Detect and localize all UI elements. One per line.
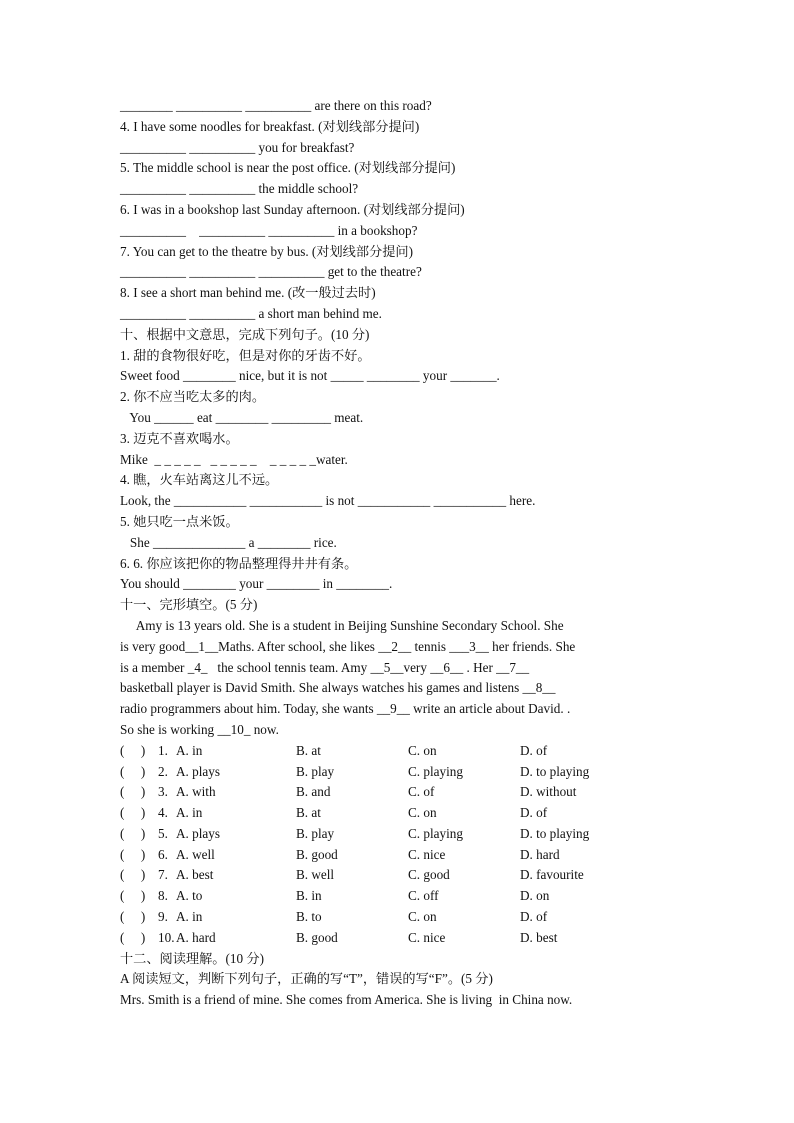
section-heading: 十二、阅读理解。(10 分) bbox=[120, 950, 264, 966]
answer-paren: ( ) bbox=[120, 825, 146, 841]
option-b: B. good bbox=[296, 929, 338, 945]
question-number: 10. bbox=[158, 929, 175, 945]
passage-line: basketball player is David Smith. She always watches his games and listens __8__ bbox=[120, 680, 556, 696]
passage-line: radio programmers about him. Today, she wants __9__ write an article about David. . bbox=[120, 701, 571, 717]
question-number: 9. bbox=[158, 909, 168, 925]
section-heading: 十、根据中文意思，完成下列句子。(10 分) bbox=[120, 326, 370, 342]
option-d: D. of bbox=[520, 742, 548, 758]
option-a: A. in bbox=[176, 909, 203, 925]
option-a: A. in bbox=[176, 742, 203, 758]
option-c: C. of bbox=[408, 784, 435, 800]
prompt-line: 5. 她只吃一点米饭。 bbox=[120, 513, 239, 529]
option-a: A. best bbox=[176, 867, 214, 883]
answer-paren: ( ) bbox=[120, 888, 146, 904]
option-a: A. to bbox=[176, 888, 203, 904]
answer-paren: ( ) bbox=[120, 742, 146, 758]
answer-line: ________ __________ __________ are there on this road? bbox=[120, 98, 432, 113]
option-a: A. well bbox=[176, 846, 215, 862]
answer-line: __________ __________ __________ get to the theatre? bbox=[120, 264, 422, 280]
answer-line: Sweet food ________ nice, but it is not _____ ________ your _______. bbox=[120, 368, 500, 384]
question-line: 8. I see a short man behind me. (改一般过去时) bbox=[120, 285, 376, 301]
option-d: D. on bbox=[520, 888, 550, 904]
cloze-question-row bbox=[120, 886, 676, 907]
cloze-question-row bbox=[120, 865, 676, 886]
option-a: A. plays bbox=[176, 763, 220, 779]
answer-line: __________ __________ a short man behind me. bbox=[120, 305, 382, 321]
option-d: D. of bbox=[520, 805, 548, 821]
question-number: 7. bbox=[158, 867, 168, 883]
worksheet-page bbox=[120, 96, 676, 1011]
passage-line: Mrs. Smith is a friend of mine. She comes from America. She is living in China now. bbox=[120, 992, 573, 1008]
answer-line: She ______________ a ________ rice. bbox=[120, 534, 337, 550]
passage-line: So she is working __10_ now. bbox=[120, 721, 279, 737]
answer-line: Mike _ _ _ _ _ _ _ _ _ _ _ _ _ _ _water. bbox=[120, 451, 348, 467]
prompt-line: 6. 6. 你应该把你的物品整理得井井有条。 bbox=[120, 555, 358, 571]
prompt-line: 1. 甜的食物很好吃，但是对你的牙齿不好。 bbox=[120, 347, 371, 363]
section-heading: 十一、完形填空。(5 分) bbox=[120, 597, 258, 613]
option-b: B. play bbox=[296, 763, 335, 779]
prompt-line: 3. 迈克不喜欢喝水。 bbox=[120, 430, 239, 446]
cloze-question-row bbox=[120, 741, 676, 762]
option-b: B. well bbox=[296, 867, 335, 883]
option-c: C. on bbox=[408, 805, 437, 821]
option-b: B. to bbox=[296, 909, 322, 925]
option-d: D. best bbox=[520, 929, 558, 945]
passage-line: Amy is 13 years old. She is a student in Beijing Sunshine Secondary School. She bbox=[120, 617, 564, 633]
option-a: A. in bbox=[176, 805, 203, 821]
section-10 bbox=[120, 325, 676, 595]
option-c: C. on bbox=[408, 909, 437, 925]
question-number: 2. bbox=[158, 763, 168, 779]
prompt-line: 4. 瞧，火车站离这儿不远。 bbox=[120, 472, 279, 488]
question-number: 1. bbox=[158, 742, 168, 758]
question-block-top bbox=[120, 96, 676, 325]
answer-line: __________ __________ __________ in a bookshop? bbox=[120, 222, 418, 238]
option-b: B. play bbox=[296, 825, 335, 841]
answer-line: Look, the ___________ ___________ is not ___________ ___________ here. bbox=[120, 493, 536, 509]
cloze-question-row bbox=[120, 782, 676, 803]
question-line: 6. I was in a bookshop last Sunday afternoon. (对划线部分提问) bbox=[120, 201, 465, 217]
answer-paren: ( ) bbox=[120, 929, 146, 945]
cloze-question-row bbox=[120, 907, 676, 928]
cloze-question-row bbox=[120, 803, 676, 824]
option-d: D. to playing bbox=[520, 825, 590, 841]
question-number: 5. bbox=[158, 825, 168, 841]
option-a: A. hard bbox=[176, 929, 216, 945]
option-b: B. in bbox=[296, 888, 322, 904]
answer-line: You should ________ your ________ in ________. bbox=[120, 576, 393, 592]
question-line: 4. I have some noodles for breakfast. (对划线部分提问) bbox=[120, 118, 420, 134]
option-b: B. good bbox=[296, 846, 338, 862]
option-a: A. with bbox=[176, 784, 216, 800]
cloze-question-row bbox=[120, 762, 676, 783]
answer-paren: ( ) bbox=[120, 867, 146, 883]
section-12 bbox=[120, 949, 676, 1011]
option-c: C. nice bbox=[408, 846, 446, 862]
answer-paren: ( ) bbox=[120, 846, 146, 862]
answer-paren: ( ) bbox=[120, 784, 146, 800]
option-d: D. of bbox=[520, 909, 548, 925]
question-number: 6. bbox=[158, 846, 168, 862]
question-number: 4. bbox=[158, 805, 168, 821]
option-c: C. nice bbox=[408, 929, 446, 945]
option-c: C. playing bbox=[408, 763, 463, 779]
prompt-line: 2. 你不应当吃太多的肉。 bbox=[120, 389, 266, 405]
option-d: D. without bbox=[520, 784, 577, 800]
answer-line: You ______ eat ________ _________ meat. bbox=[120, 409, 364, 425]
answer-line: __________ __________ the middle school? bbox=[120, 181, 359, 197]
section-11 bbox=[120, 595, 676, 949]
answer-line: __________ __________ you for breakfast? bbox=[120, 139, 355, 155]
option-c: C. off bbox=[408, 888, 439, 904]
question-number: 8. bbox=[158, 888, 168, 904]
option-c: C. playing bbox=[408, 825, 463, 841]
option-d: D. favourite bbox=[520, 867, 584, 883]
answer-paren: ( ) bbox=[120, 805, 146, 821]
option-b: B. at bbox=[296, 742, 321, 758]
cloze-question-row bbox=[120, 928, 676, 949]
question-line: 5. The middle school is near the post office. (对划线部分提问) bbox=[120, 160, 456, 176]
option-b: B. at bbox=[296, 805, 321, 821]
option-d: D. hard bbox=[520, 846, 560, 862]
cloze-question-row bbox=[120, 824, 676, 845]
passage-line: is a member _4_ the school tennis team. Amy __5__very __6__ . Her __7__ bbox=[120, 659, 530, 675]
option-b: B. and bbox=[296, 784, 331, 800]
passage-line: is very good__1__Maths. After school, she likes __2__ tennis ___3__ her friends. She bbox=[120, 638, 576, 654]
question-number: 3. bbox=[158, 784, 168, 800]
option-c: C. good bbox=[408, 867, 450, 883]
section-subheading: A 阅读短文，判断下列句子，正确的写“T”，错误的写“F”。(5 分) bbox=[120, 971, 493, 987]
answer-paren: ( ) bbox=[120, 763, 146, 779]
option-d: D. to playing bbox=[520, 763, 590, 779]
question-line: 7. You can get to the theatre by bus. (对划线部分提问) bbox=[120, 243, 414, 259]
answer-paren: ( ) bbox=[120, 909, 146, 925]
option-c: C. on bbox=[408, 742, 437, 758]
cloze-question-row bbox=[120, 845, 676, 866]
option-a: A. plays bbox=[176, 825, 220, 841]
